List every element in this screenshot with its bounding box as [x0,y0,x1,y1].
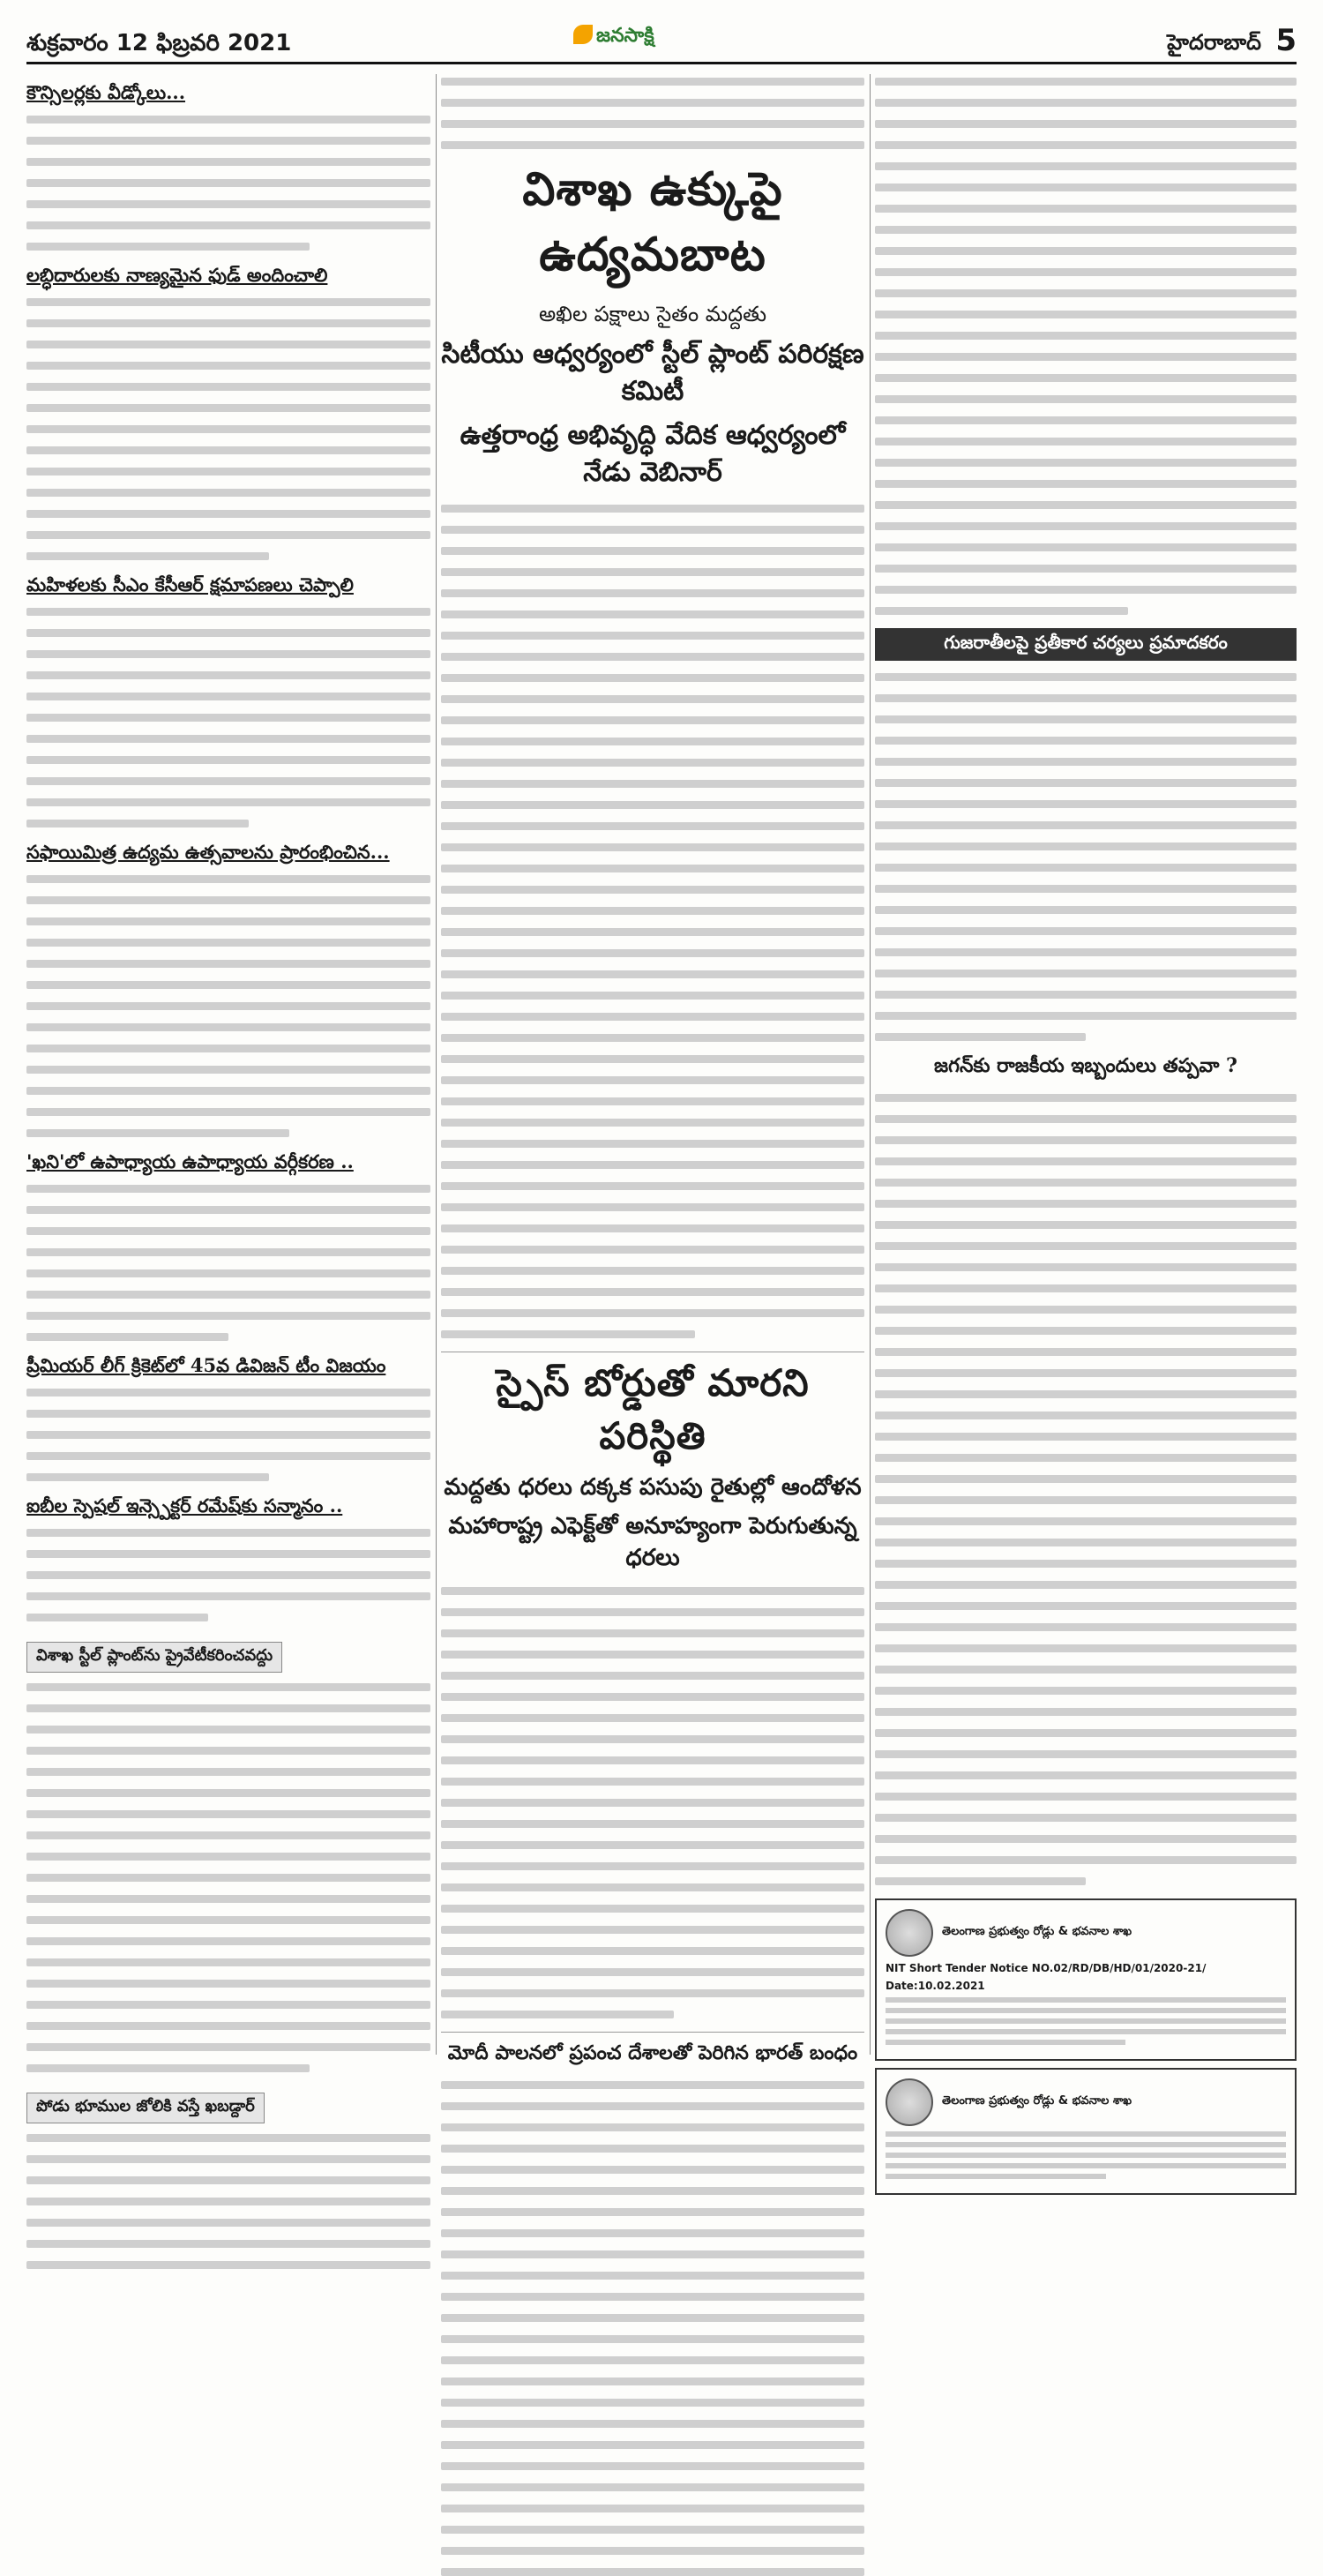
government-emblem-icon [886,2078,933,2126]
column-divider [436,74,437,2055]
section-divider [441,2032,864,2033]
article-body [26,112,430,251]
article-body [441,1584,864,2018]
spices-subheadline: మద్దతు ధరలు దక్కక పసుపు రైతుల్లో ఆందోళన [444,1474,862,1501]
article-body [26,1680,430,2072]
column-left [26,74,430,2115]
article-body [875,1090,1297,1885]
headline-boxed: విశాఖ స్టీల్ ప్లాంట్‌ను ప్రైవేటీకరించవద్దు [26,1642,282,1673]
headline-boxed: పోడు భూముల జోలికి వస్తే ఖబడ్దార్ [26,2093,265,2123]
lead-subheadline: సిటీయు ఆధ్వర్యంలో స్టీల్ ప్లాంట్ పరిరక్షణ కమిటీ [441,339,864,407]
article-body [26,604,430,827]
ad-title: తెలంగాణ ప్రభుత్వం రోడ్లు & భవనాల శాఖ [942,1925,1132,1938]
headline: జగన్‌కు రాజకీయ ఇబ్బందులు తప్పవా ? [934,1054,1237,1077]
paper-name: జనసాక్షి [596,25,654,47]
article-body [26,1385,430,1481]
headline: లబ్ధిదారులకు నాణ్యమైన ఫుడ్ అందించాలి [26,264,328,286]
tender-date: Date:10.02.2021 [886,1980,985,1992]
headline: కౌన్సిలర్లకు వీడ్కోలు... [26,81,186,103]
article-body [26,1525,430,1621]
article-body [26,1181,430,1341]
article-body [26,295,430,560]
column-right [875,74,1297,2108]
article-body [26,872,430,1137]
column-divider [870,74,871,2055]
headline: సఫాయిమిత్ర ఉద్యమ ఉత్సవాలను ప్రారంభించిన... [26,841,390,863]
issue-date: శుక్రవారం 12 ఫిబ్రవరి 2021 [26,30,292,56]
spices-subheadline: మహారాష్ట్ర ఎఫెక్ట్‌తో అనూహ్యంగా పెరుగుతున్న ధరలు [448,1513,857,1571]
article-body [875,74,1297,615]
edition-city: హైదరాబాద్ [1167,30,1261,55]
article-body [441,74,864,149]
headline: ప్రీమియర్ లీగ్ క్రికెట్‌లో 45వ డివిజన్ టీం విజయం [26,1354,386,1376]
spices-headline: స్పైస్ బోర్డుతో మారని పరిస్థితి [496,1361,810,1457]
government-emblem-icon [886,1909,933,1957]
modi-headline: మోదీ పాలనలో ప్రపంచ దేశాలతో పెరిగిన భారత్ బంధం [447,2041,858,2064]
ad-title: తెలంగాణ ప్రభుత్వం రోడ్లు & భవనాల శాఖ [942,2094,1132,2108]
lead-headline: విశాఖ ఉక్కుపై ఉద్యమబాట [522,162,783,281]
article-body [441,501,864,1338]
lead-subheadline: ఉత్తరాంధ్ర అభివృద్ధి వేదిక ఆధ్వర్యంలో నేడు వెబినార్ [460,420,846,488]
article-body [26,2130,430,2269]
headline: 'ఖని'లో ఉపాధ్యాయ ఉపాధ్యాయ వర్గీకరణ .. [26,1150,354,1172]
masthead [26,25,1297,58]
tender-advertisement [875,2068,1297,2195]
lead-subheadline: అఖిల పక్షాలు సైతం మద్దతు [538,302,767,326]
paper-logo [573,25,654,51]
lead-story-banner [441,162,864,494]
headline: ఐబీల స్పెషల్ ఇన్స్పెక్టర్ రమేష్‌కు సన్మానం .. [26,1494,343,1516]
page-number: 5 [1275,23,1297,58]
spices-story-banner [441,1361,864,1576]
headline: మహిళలకు సీఎం కేసీఆర్ క్షమాపణలు చెప్పాలి [26,573,354,595]
column-center [441,74,864,2064]
article-body [875,670,1297,1041]
article-body [441,2078,864,2576]
headline-banner: గుజరాతీలపై ప్రతీకార చర్యలు ప్రమాదకరం [875,628,1297,661]
tender-advertisement [875,1898,1297,2061]
leaf-icon [573,25,593,44]
tender-notice-number: NIT Short Tender Notice NO.02/RD/DB/HD/01/2020-21/ [886,1962,1207,1974]
masthead-rule [26,62,1297,64]
